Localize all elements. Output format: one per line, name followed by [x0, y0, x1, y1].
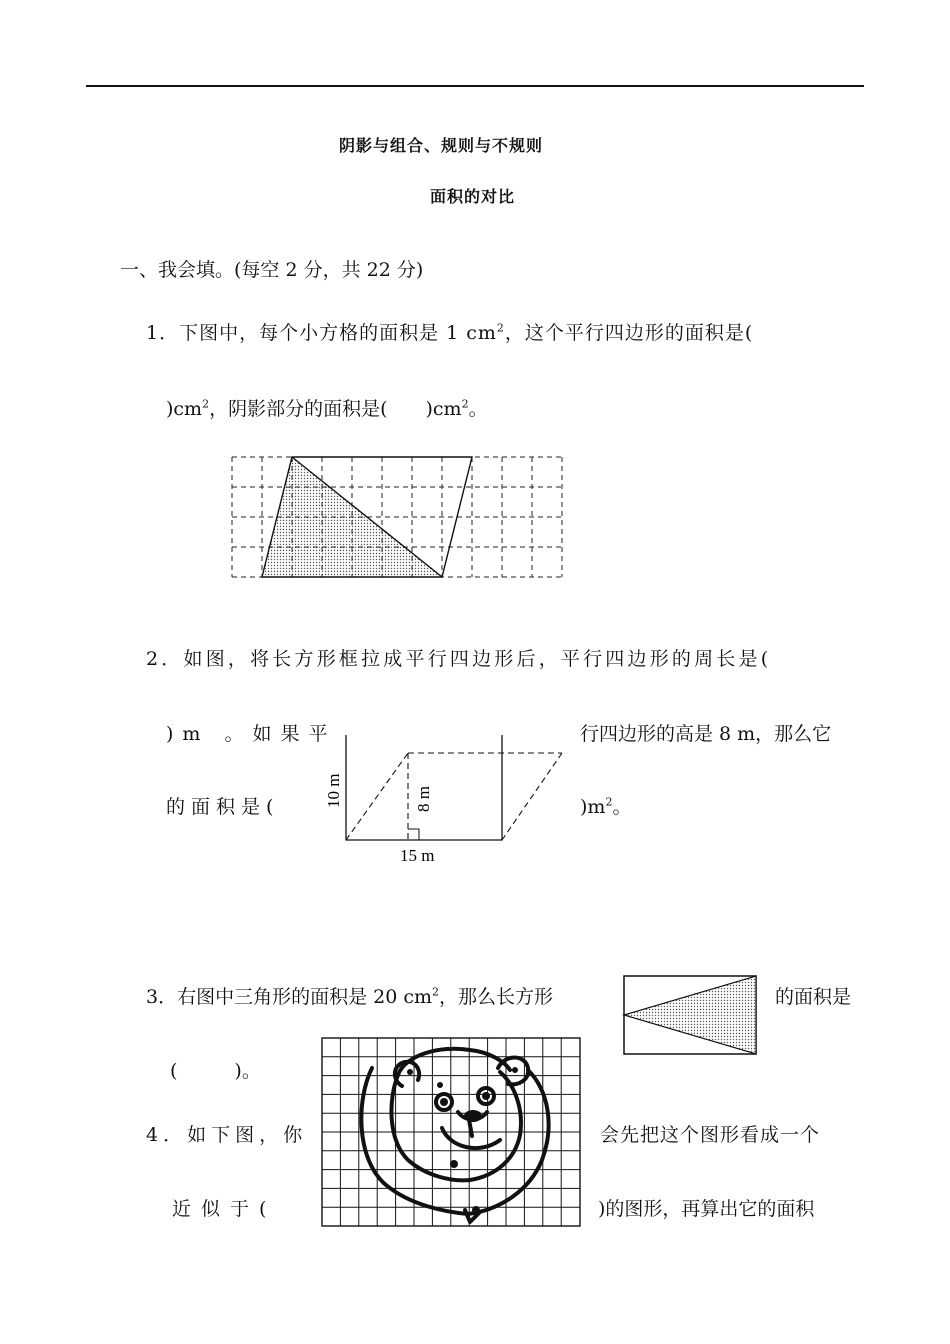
- q2-line-2-left: )m 。如果平: [166, 723, 337, 745]
- q2-height-label: 8 m: [414, 786, 433, 812]
- q2-line-3-right: )$m^2$。: [580, 795, 632, 818]
- q2-side-label: 10 m: [324, 773, 343, 808]
- q4-line-2-left: 近似于(: [172, 1198, 277, 1220]
- q2-line-3-left: 的面积是(: [166, 796, 280, 818]
- q1-line-1: 1．下图中，每个小方格的面积是 1 $cm^2$，这个平行四边形的面积是(: [146, 321, 754, 344]
- q2-line-2-right: 行四边形的高是 8 m，那么它: [580, 723, 832, 745]
- q4-line-1-right: 会先把这个图形看成一个: [600, 1124, 821, 1146]
- q3-line-2: ( )。: [170, 1060, 261, 1082]
- section-heading: 一、我会填。(每空 2 分，共 22 分): [120, 259, 424, 281]
- q4-line-2-right: )的图形，再算出它的面积: [598, 1198, 815, 1220]
- q3-line-1: 3．右图中三角形的面积是 20 $cm^2$，那么长方形: [146, 985, 554, 1008]
- q2-line-1: 2．如图，将长方形框拉成平行四边形后，平行四边形的周长是(: [146, 648, 772, 670]
- q3-line-1-right: 的面积是: [775, 986, 852, 1008]
- title-line-2: 面积的对比: [430, 187, 516, 206]
- q4-lion-drawing: [361, 1049, 548, 1222]
- q4-line-1-left: 4．如下图，你: [146, 1124, 308, 1146]
- q2-base-label: 15 m: [400, 846, 435, 865]
- q1-line-2: )$cm^2$，阴影部分的面积是( )$cm^2$。: [166, 397, 488, 420]
- title-line-1: 阴影与组合、规则与不规则: [339, 136, 544, 155]
